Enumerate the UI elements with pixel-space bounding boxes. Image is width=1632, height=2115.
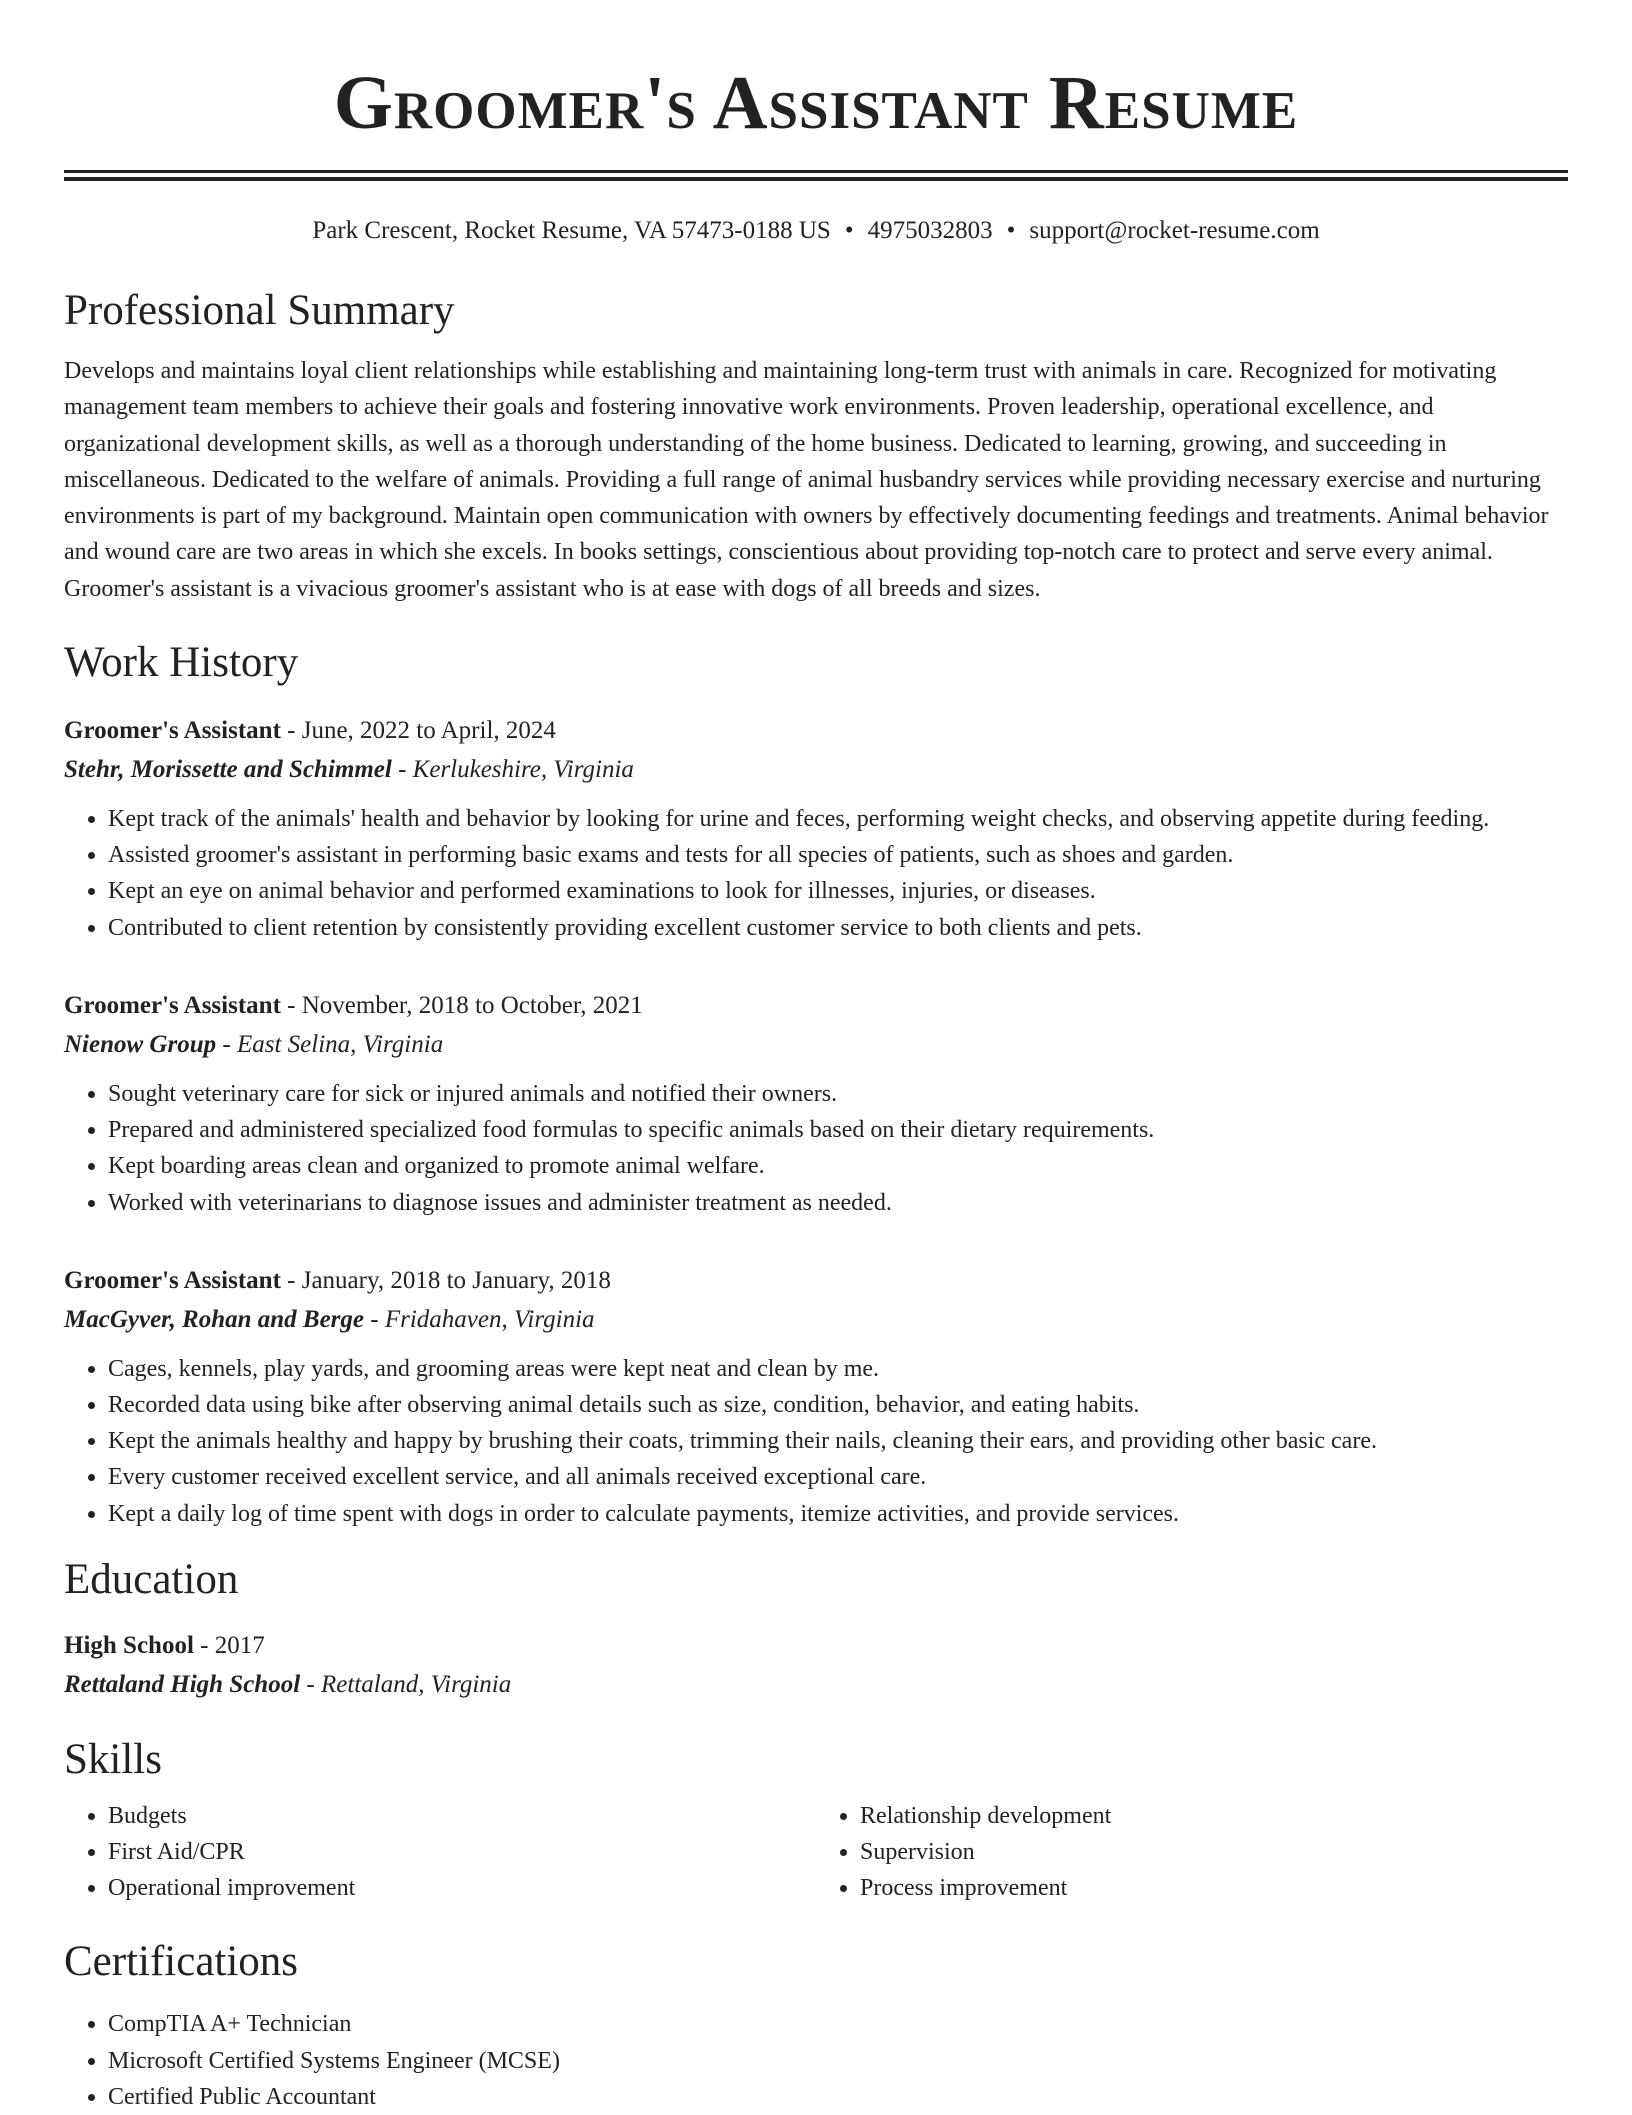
- skill-item: • Process improvement: [860, 1870, 1568, 1906]
- skills-list-right: [816, 1798, 1568, 1907]
- job-duty: • Kept an eye on animal behavior and performed examinations to look for illnesses, injuries, or diseases.: [108, 873, 1568, 909]
- certification-item: • CompTIA A+ Technician: [108, 2006, 1568, 2042]
- skill-item: • First Aid/CPR: [108, 1834, 816, 1870]
- job-duty: • Kept boarding areas clean and organized to promote animal welfare.: [108, 1148, 1568, 1184]
- employer-name: Stehr, Morissette and Schimmel: [64, 756, 392, 784]
- job-duty: • Kept the animals healthy and happy by brushing their coats, trimming their nails, cleaning their ears, and providing other basic care.: [108, 1423, 1568, 1459]
- work-history-heading: Work History: [64, 639, 299, 687]
- certification-item: • Microsoft Certified Systems Engineer (MCSE): [108, 2043, 1568, 2079]
- skills-columns: [64, 1798, 1568, 1907]
- title-divider: [64, 170, 1568, 181]
- job-entry: [64, 711, 1568, 946]
- skill-item: • Operational improvement: [108, 1870, 816, 1906]
- school-location: - Rettaland, Virginia: [300, 1670, 512, 1698]
- employer-line: [64, 750, 1568, 789]
- job-title: Groomer's Assistant: [64, 717, 281, 745]
- job-title-line: [64, 1261, 1568, 1300]
- degree: High School: [64, 1631, 194, 1659]
- job-duty: • Kept track of the animals' health and behavior by looking for urine and feces, performing weight checks, and observing appetite during feeding.: [108, 801, 1568, 837]
- job-title: Groomer's Assistant: [64, 991, 281, 1019]
- skill-item: • Budgets: [108, 1798, 816, 1834]
- job-title: Groomer's Assistant: [64, 1266, 281, 1294]
- certifications-list: [64, 2006, 1568, 2115]
- job-duties-list: [64, 1351, 1568, 1532]
- job-entry: [64, 1261, 1568, 1532]
- job-dates: - June, 2022 to April, 2024: [280, 717, 556, 745]
- contact-line: [64, 215, 1568, 247]
- employer-line: [64, 1025, 1568, 1064]
- employer-line: [64, 1300, 1568, 1339]
- contact-separator: •: [1006, 217, 1016, 244]
- job-duty: • Worked with veterinarians to diagnose issues and administer treatment as needed.: [108, 1185, 1568, 1221]
- employer-name: MacGyver, Rohan and Berge: [64, 1305, 364, 1333]
- job-duty: • Prepared and administered specialized food formulas to specific animals based on their dietary requirements.: [108, 1112, 1568, 1148]
- job-duty: • Contributed to client retention by consistently providing excellent customer service to both clients and pets.: [108, 910, 1568, 946]
- school-line: [64, 1665, 1568, 1704]
- contact-address: Park Crescent, Rocket Resume, VA 57473-0188 US: [312, 217, 831, 244]
- job-dates: - November, 2018 to October, 2021: [280, 991, 643, 1019]
- employer-location: - Kerlukeshire, Virginia: [391, 756, 634, 784]
- education-entry: [64, 1626, 1568, 1704]
- skills-heading: Skills: [64, 1735, 162, 1783]
- contact-separator: •: [844, 217, 854, 244]
- degree-line: [64, 1626, 1568, 1665]
- resume-title: Groomer's Assistant Resume: [333, 61, 1299, 145]
- school-name: Rettaland High School: [64, 1670, 301, 1698]
- employer-location: - Fridahaven, Virginia: [364, 1305, 595, 1333]
- job-entry: [64, 986, 1568, 1221]
- job-duty: • Assisted groomer's assistant in performing basic exams and tests for all species of patients, such as shoes and garden.: [108, 837, 1568, 873]
- skills-list-left: [64, 1798, 816, 1907]
- job-duties-list: [64, 801, 1568, 946]
- job-duty: • Sought veterinary care for sick or injured animals and notified their owners.: [108, 1076, 1568, 1112]
- job-title-line: [64, 986, 1568, 1025]
- job-duty: • Cages, kennels, play yards, and grooming areas were kept neat and clean by me.: [108, 1351, 1568, 1387]
- skill-item: • Relationship development: [860, 1798, 1568, 1834]
- job-duties-list: [64, 1076, 1568, 1221]
- summary-heading: Professional Summary: [64, 287, 455, 334]
- job-duty: • Recorded data using bike after observing animal details such as size, condition, behavior, and eating habits.: [108, 1387, 1568, 1423]
- job-title-line: [64, 711, 1568, 750]
- skill-item: • Supervision: [860, 1834, 1568, 1870]
- employer-location: - East Selina, Virginia: [216, 1030, 444, 1058]
- contact-email: support@rocket-resume.com: [1029, 217, 1320, 244]
- certification-item: • Certified Public Accountant: [108, 2079, 1568, 2115]
- contact-phone: 4975032803: [867, 217, 993, 244]
- education-heading: Education: [64, 1555, 239, 1603]
- graduation-year: - 2017: [193, 1631, 265, 1659]
- job-duty: • Kept a daily log of time spent with dogs in order to calculate payments, itemize activities, and provide services.: [108, 1496, 1568, 1532]
- job-dates: - January, 2018 to January, 2018: [280, 1266, 611, 1294]
- employer-name: Nienow Group: [64, 1030, 217, 1058]
- job-duty: • Every customer received excellent service, and all animals received exceptional care.: [108, 1459, 1568, 1495]
- certifications-heading: Certifications: [64, 1938, 299, 1986]
- summary-text: Develops and maintains loyal client relationships while establishing and maintaining long-term trust with animals in care. Recognized for motivating management team members to achieve their goals and fostering innovative work environments. Proven leadership, operational excellence, and organizational development skills, as well as a thorough understanding of the home business. Dedicated to learning, growing, and succeeding in miscellaneous. Dedicated to the welfare of animals. Providing a full range of animal husbandry services while providing necessary exercise and nurturing environments is part of my background. Maintain open communication with owners by effectively documenting feedings and treatments. Animal behavior and wound care are two areas in which she excels. In books settings, conscientious about providing top-notch care to protect and serve every animal. Groomer's assistant is a vivacious groomer's assistant who is at ease with dogs of all breeds and sizes.: [64, 358, 1549, 602]
